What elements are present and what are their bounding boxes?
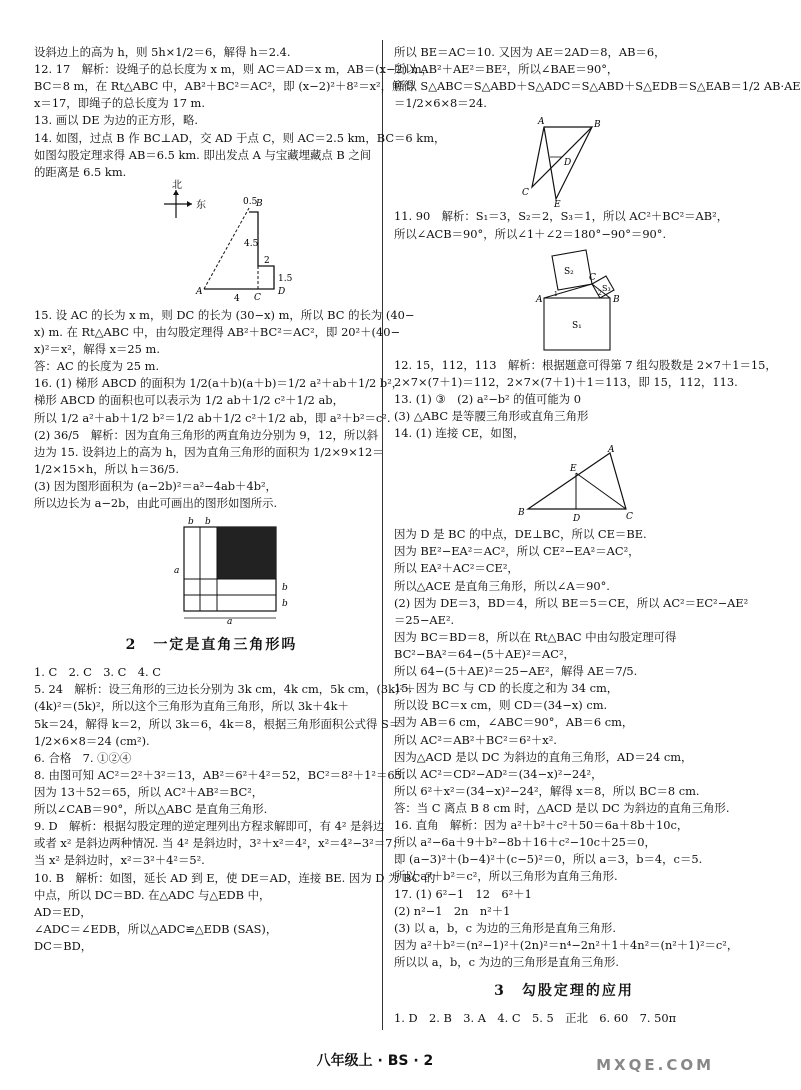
- fig14-label-C: C: [254, 292, 261, 303]
- text-line: x＝17，即绳子的总长度为 17 m.: [34, 96, 205, 111]
- text-line: (2) 因为 DE＝3，BD＝4，所以 BE＝5＝CE，所以 AC²＝EC²−AE²: [394, 595, 749, 610]
- text-line: ＝25−AE².: [394, 612, 455, 627]
- fig11-label-C: C: [589, 272, 596, 283]
- fig11-label-1: 1: [554, 290, 558, 298]
- text-line: 11. 90 解析：S₁＝3，S₂＝2，S₃＝1，所以 AC²＋BC²＝AB²，: [394, 209, 729, 224]
- answers-block-b: [34, 307, 415, 512]
- figure-10-triangle: [504, 115, 734, 211]
- text-line: (2) 36/5 解析：因为直角三角形的两直角边分别为 9，12，所以斜: [34, 427, 379, 442]
- fig10-label-A: A: [538, 117, 545, 128]
- compass-north-label: 北: [172, 179, 182, 191]
- text-line: (3) △ABC 是等腰三角形或直角三角形: [394, 408, 589, 423]
- fig14-label-D: D: [278, 286, 286, 297]
- answers-block-f: [394, 357, 777, 443]
- figure-14-right-triangle: [514, 445, 734, 523]
- text-line: 15. 因为 BC 与 CD 的长度之和为 34 cm，: [394, 681, 619, 696]
- text-line: 2×7×(7＋1)＝112，2×7×(7＋1)＋1＝113，即 15，112，113.: [394, 374, 738, 389]
- text-line: 当 x² 是斜边时，x²＝3²＋4²＝5².: [34, 853, 205, 868]
- fig11-label-s1: S₁: [572, 320, 582, 331]
- text-line: 15. 设 AC 的长为 x m，则 DC 的长为 (30−x) m，所以 BC 的长为 (40−: [34, 307, 415, 322]
- fig14r-label-A: A: [608, 445, 615, 456]
- section-3-answers: 1. D 2. B 3. A 4. C 5. 5 正北 6. 60 7. 50π: [394, 1011, 677, 1026]
- text-line: 5. 24 解析：设三角形的三边长分别为 3k cm，4k cm，5k cm，(3k)²＋: [34, 682, 416, 697]
- text-line: 因为 13＋52＝65，所以 AC²＋AB²＝BC²，: [34, 784, 264, 799]
- page-footer: 八年级上 · BS · 2: [316, 1053, 434, 1069]
- text-line: 1/2×6×8＝24 (cm²).: [34, 733, 150, 748]
- fig14-label-0: 0.5: [243, 196, 258, 207]
- text-line: 或者 x² 是斜边两种情况. 当 4² 是斜边时，3²＋x²＝4²，x²＝4²−3²＝7；: [34, 836, 404, 851]
- text-line: 边为 15. 设斜边上的高为 h，因为直角三角形的面积为 1/2×9×12＝: [34, 444, 384, 459]
- fig10-label-E: E: [554, 200, 561, 211]
- fig16-label-b3: b: [282, 583, 288, 594]
- text-line: 所以 a²−6a＋9＋b²−8b＋16＋c²−10c＋25＝0，: [394, 835, 656, 850]
- text-line: 16. 直角 解析：因为 a²＋b²＋c²＋50＝6a＋8b＋10c，: [394, 818, 689, 833]
- answers-block-d: [394, 44, 801, 112]
- fig16-label-a2: a: [227, 617, 233, 628]
- text-line: 12. 15，112，113 解析：根据题意可得第 7 组勾股数是 2×7＋1＝15，: [394, 357, 777, 372]
- text-line: 8. 由图可知 AC²＝2²＋3²＝13，AB²＝6²＋4²＝52，BC²＝8²＋1²＝65.: [34, 767, 406, 782]
- text-line: 5k＝24，解得 k＝2，所以 3k＝6，4k＝8，根据三角形面积公式得 S＝: [34, 716, 401, 731]
- fig10-label-D: D: [564, 158, 572, 169]
- text-line: 所以 EA²＋AC²＝CE²，: [394, 561, 519, 576]
- text-line: 如图勾股定理求得 AB＝6.5 km. 即出发点 A 与宝藏埋藏点 B 之间: [34, 147, 372, 162]
- text-line: 梯形 ABCD 的面积也可以表示为 1/2 ab＋1/2 c²＋1/2 ab，: [34, 393, 344, 408]
- text-line: 6. 合格 7. ①②④: [34, 750, 132, 765]
- text-line: 所以 BE＝AC＝10. 又因为 AE＝2AD＝8，AB＝6，: [394, 45, 666, 59]
- answers-block-g: [394, 526, 749, 971]
- text-line: 所以 a²＋b²＝c²，所以三角形为直角三角形.: [394, 869, 618, 884]
- fig16-label-b4: b: [282, 599, 288, 610]
- figure-11-squares: [534, 246, 734, 354]
- figure-14-path: [164, 179, 389, 304]
- text-line: 14. (1) 连接 CE，如图，: [394, 426, 525, 441]
- fig14r-label-E: E: [570, 464, 577, 475]
- text-line: 13. (1) ③ (2) a²−b² 的值可能为 0: [394, 391, 582, 406]
- text-line: 答：当 C 离点 B 8 cm 时，△ACD 是以 DC 为斜边的直角三角形.: [394, 800, 730, 815]
- text-line: 所以 S△ABC＝S△ABD＋S△ADC＝S△ABD＋S△EDB＝S△EAB＝1/2 AB·AE: [394, 79, 801, 94]
- text-line: 1/2×15×h，所以 h＝36/5.: [34, 461, 179, 476]
- fig14-label-A: A: [196, 286, 203, 297]
- text-line: 设斜边上的高为 h，则 5h×1/2＝6，解得 h＝2.4.: [34, 45, 291, 59]
- fig11-label-2: 2: [598, 289, 602, 297]
- watermark: MXQE.COM: [596, 1055, 714, 1074]
- answers-block-c: [34, 664, 436, 955]
- text-line: 所以∠CAB＝90°，所以△ABC 是直角三角形.: [34, 802, 268, 817]
- text-line: x)²＝x²，解得 x＝25 m.: [34, 342, 160, 357]
- text-line: 14. 如图，过点 B 作 BC⊥AD，交 AD 于点 C，则 AC＝2.5 km，BC＝6 km，: [34, 130, 446, 145]
- text-line: 所以以 a，b，c 为边的三角形是直角三角形.: [394, 954, 619, 969]
- text-line: 10. B 解析：如图，延长 AD 到 E，使 DE＝AD，连接 BE. 因为 D 为 BC 的: [34, 870, 436, 885]
- fig14-label-2: 2: [264, 255, 270, 266]
- text-line: 因为 AB＝6 cm，∠ABC＝90°，AB＝6 cm，: [394, 715, 634, 730]
- fig14r-label-D: D: [573, 514, 581, 525]
- text-line: ＝1/2×6×8＝24.: [394, 96, 487, 111]
- right-column: [394, 44, 801, 1027]
- text-line: 所以 1/2 a²＋ab＋1/2 b²＝1/2 ab＋1/2 c²＋1/2 ab，即 a²＋b²＝c².: [34, 410, 391, 425]
- fig11-label-A: A: [536, 294, 543, 305]
- text-line: 所以 64−(5＋AE)²＝25−AE²，解得 AE＝7/5.: [394, 664, 638, 679]
- fig14-label-B: B: [256, 198, 263, 209]
- text-line: 所以△ACE 是直角三角形，所以∠A＝90°.: [394, 578, 610, 593]
- section-3-title: 3 勾股定理的应用: [494, 983, 634, 1000]
- text-line: 12. 17 解析：设绳子的总长度为 x m，则 AC＝AD＝x m，AB＝(x−2) m，: [34, 62, 434, 77]
- fig10-label-C: C: [522, 188, 529, 199]
- fig14-label-45: 4.5: [244, 238, 259, 249]
- fig16-label-b1: b: [188, 517, 194, 528]
- fig11-label-s2: S₂: [564, 266, 574, 277]
- text-line: 因为 BE²−EA²＝AC²，所以 CE²−EA²＝AC²，: [394, 544, 640, 559]
- text-line: 即 (a−3)²＋(b−4)²＋(c−5)²＝0，所以 a＝3，b＝4，c＝5.: [394, 852, 703, 867]
- text-line: 所以边长为 a−2b，由此可画出的图形如图所示.: [34, 496, 278, 511]
- answers-block-e: [394, 208, 734, 242]
- fig14r-label-C: C: [626, 512, 633, 523]
- text-line: 13. 画以 DE 为边的正方形，略.: [34, 113, 198, 128]
- text-line: 所以设 BC＝x cm，则 CD＝(34−x) cm.: [394, 698, 608, 713]
- fig14r-label-B: B: [518, 508, 525, 519]
- text-line: 9. D 解析：根据勾股定理的逆定理列出方程求解即可，有 4² 是斜边: [34, 819, 385, 834]
- fig14-label-4: 4: [234, 293, 240, 304]
- text-line: 所以 6²＋x²＝(34−x)²−24²，解得 x＝8，所以 BC＝8 cm.: [394, 783, 700, 798]
- text-line: ∠ADC＝∠EDB，所以△ADC≌△EDB (SAS)，: [34, 921, 278, 936]
- text-line: 答：AC 的长度为 25 m.: [34, 359, 160, 374]
- text-line: 1. C 2. C 3. C 4. C: [34, 665, 161, 680]
- section-2-title: 2 一定是直角三角形吗: [125, 637, 298, 654]
- text-line: (3) 因为图形面积为 (a−2b)²＝a²−4ab＋4b²，: [34, 478, 277, 493]
- fig11-label-B: B: [613, 294, 620, 305]
- text-line: 所以∠ACB＝90°，所以∠1＋∠2＝180°−90°＝90°.: [394, 226, 667, 241]
- fig14-label-15: 1.5: [278, 273, 293, 284]
- text-line: 16. (1) 梯形 ABCD 的面积为 1/2(a＋b)(a＋b)＝1/2 a²＋ab＋1/2 b²，: [34, 376, 404, 391]
- compass-icon: [164, 190, 192, 218]
- text-line: BC²−BA²＝64−(5＋AE)²＝AC²，: [394, 646, 575, 661]
- text-line: 所以 AC²＝AB²＋BC²＝6²＋x².: [394, 732, 557, 747]
- fig10-label-B: B: [594, 120, 601, 131]
- fig11-label-s3: S₃: [602, 283, 611, 293]
- text-line: BC＝8 m，在 Rt△ABC 中，AB²＋BC²＝AC²，即 (x−2)²＋8²＝x²，解得: [34, 79, 415, 94]
- text-line: 因为 D 是 BC 的中点，DE⊥BC，所以 CE＝BE.: [394, 527, 647, 542]
- text-line: DC＝BD，: [34, 938, 93, 953]
- text-line: 17. (1) 6²−1 12 6²＋1: [394, 886, 532, 901]
- text-line: (3) 以 a，b，c 为边的三角形是直角三角形.: [394, 920, 616, 935]
- text-line: (2) n²−1 2n n²＋1: [394, 903, 511, 918]
- fig16-label-a1: a: [174, 566, 180, 577]
- text-line: (4k)²＝(5k)²，所以这个三角形为直角三角形，所以 3k＋4k＋: [34, 699, 349, 714]
- text-line: 的距离是 6.5 km.: [34, 164, 127, 179]
- text-line: 所以 AB²＋AE²＝BE²，所以∠BAE＝90°，: [394, 62, 619, 77]
- text-line: AD＝ED，: [34, 904, 92, 919]
- text-line: 因为 BC＝BD＝8，所以在 Rt△BAC 中由勾股定理可得: [394, 629, 677, 644]
- text-line: 中点，所以 DC＝BD. 在△ADC 与△EDB 中，: [34, 887, 271, 902]
- text-line: 因为 a²＋b²＝(n²−1)²＋(2n)²＝n⁴−2n²＋1＋4n²＝(n²＋1)²＝c²，: [394, 937, 739, 952]
- fig16-label-b2: b: [205, 517, 211, 528]
- text-line: 因为△ACD 是以 DC 为斜边的直角三角形，AD＝24 cm，: [394, 749, 693, 764]
- text-line: x) m. 在 Rt△ABC 中，由勾股定理得 AB²＋BC²＝AC²，即 20²＋(40−: [34, 324, 400, 339]
- compass-east-label: 东: [196, 199, 206, 211]
- figure-16-square: [172, 515, 389, 628]
- text-line: 所以 AC²＝CD²−AD²＝(34−x)²−24²，: [394, 766, 603, 781]
